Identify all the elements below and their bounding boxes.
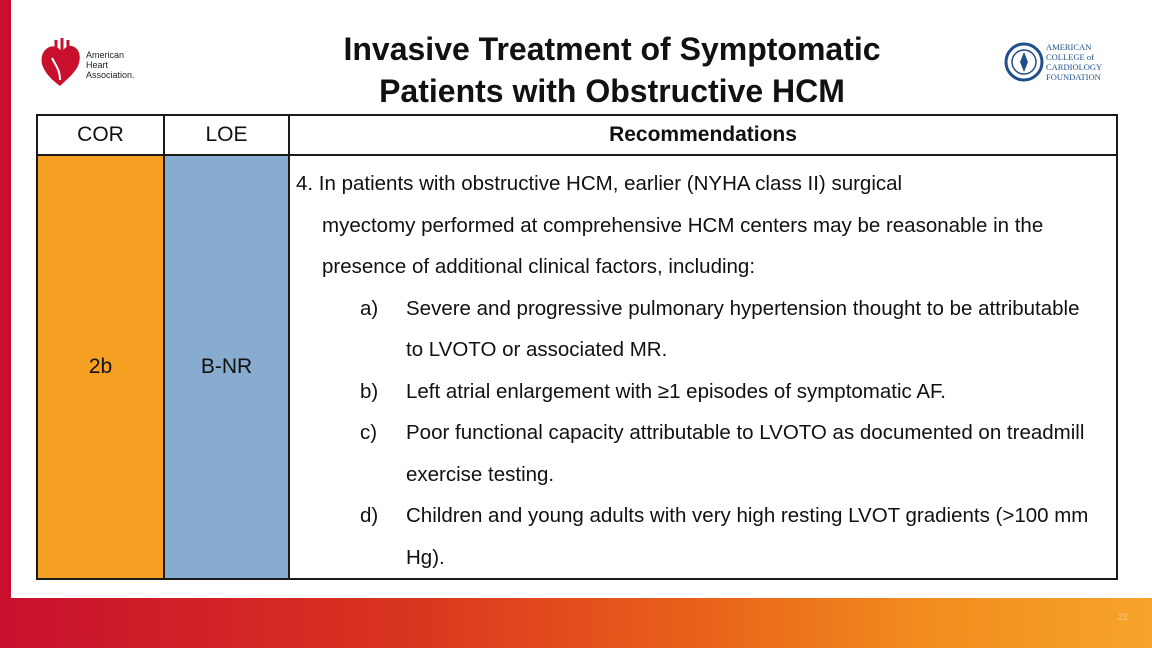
list-item xyxy=(296,495,1116,578)
table-header-row xyxy=(37,115,1117,155)
list-item xyxy=(296,412,1116,495)
recommendation-intro xyxy=(296,163,1116,288)
title-line-1: Invasive Treatment of Symptomatic xyxy=(343,31,881,67)
cor-header: COR xyxy=(37,115,164,155)
table-row xyxy=(37,155,1117,579)
aha-logo-line1: American xyxy=(86,50,125,60)
acc-logo-line2: COLLEGE of xyxy=(1046,52,1094,62)
intro-line-1: 4. In patients with obstructive HCM, earlier (NYHA class II) surgical xyxy=(296,172,903,195)
list-item-text: Poor functional capacity attributable to LVOTO as documented on treadmill exercise testing. xyxy=(406,421,1085,486)
list-item-label: d) xyxy=(360,504,379,527)
cor-value: 2b xyxy=(37,155,164,579)
list-item xyxy=(296,288,1116,371)
recommendation-table xyxy=(36,114,1118,580)
list-item-text: Children and young adults with very high resting LVOT gradients (>100 mm Hg). xyxy=(406,504,1089,569)
list-item-label: a) xyxy=(360,296,379,320)
footer-gradient-band xyxy=(0,598,1152,648)
list-item-label: c) xyxy=(360,421,378,444)
loe-value: B-NR xyxy=(164,155,289,579)
acc-logo xyxy=(1004,40,1122,84)
loe-header: LOE xyxy=(164,115,289,155)
acc-logo-line4: FOUNDATION xyxy=(1046,72,1101,82)
intro-line-rest: myectomy performed at comprehensive HCM centers may be reasonable in the presence of additional clinical factors, including: xyxy=(322,213,1044,278)
page-number: 22 xyxy=(1117,612,1128,622)
recommendation-body xyxy=(289,155,1117,579)
left-accent-bar xyxy=(0,0,11,600)
list-item-text: Severe and progressive pulmonary hypertension thought to be attributable to LVOTO or associated MR. xyxy=(406,296,1080,361)
list-item xyxy=(296,371,1116,413)
list-item-label: b) xyxy=(360,379,379,403)
title-line-2: Patients with Obstructive HCM xyxy=(379,73,845,109)
aha-logo xyxy=(38,36,148,90)
slide-title xyxy=(296,28,928,112)
aha-logo-line3: Association. xyxy=(86,70,135,80)
recommendations-header: Recommendations xyxy=(289,115,1117,155)
acc-logo-line1: AMERICAN xyxy=(1046,42,1092,52)
acc-logo-line3: CARDIOLOGY xyxy=(1046,62,1103,72)
aha-logo-line2: Heart xyxy=(86,60,109,70)
list-item-text: Left atrial enlargement with ≥1 episodes of symptomatic AF. xyxy=(406,379,946,403)
